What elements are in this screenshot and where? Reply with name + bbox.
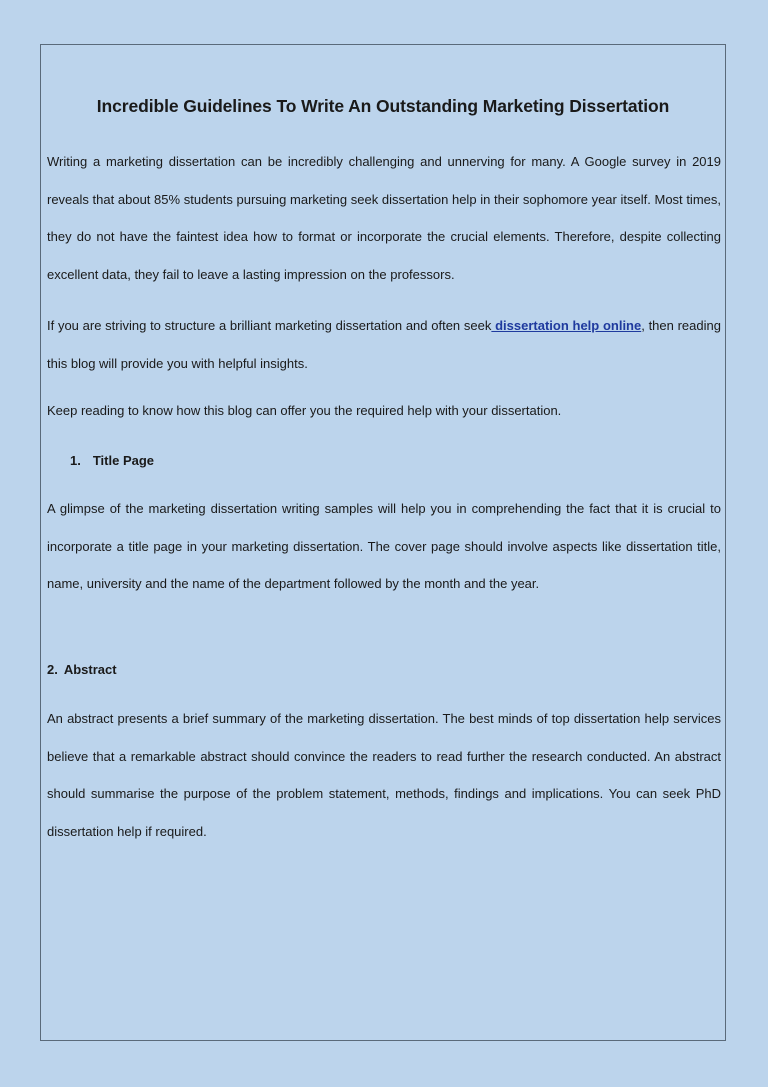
section-1-title: Title Page <box>92 453 155 468</box>
section-1-heading <box>70 451 154 471</box>
second-paragraph-after-link: , then reading this blog will provide you with helpful insights. <box>47 318 721 371</box>
intro-paragraph: Writing a marketing dissertation can be incredibly challenging and unnerving for many. A Google survey in 2019 reveals that about 85% students pursuing marketing seek dissertation help in their sophomore year itself. Most times, they do not have the faintest idea how to format or incorporate the crucial elements. Therefore, despite collecting excellent data, they fail to leave a lasting impression on the professors. <box>47 154 721 282</box>
section-2-body: An abstract presents a brief summary of the marketing dissertation. The best minds of top dissertation help services believe that a remarkable abstract should convince the readers to read further the research conducted. An abstract should summarise the purpose of the problem statement, methods, findings and implications. You can seek PhD dissertation help if required. <box>47 711 721 839</box>
section-2-title: Abstract <box>63 662 117 677</box>
dissertation-help-online-link[interactable]: dissertation help online <box>491 318 642 333</box>
section-2-number: 2. <box>47 662 58 677</box>
section-1-number: 1. <box>70 453 81 468</box>
section-1-body: A glimpse of the marketing dissertation writing samples will help you in comprehending the fact that it is crucial to incorporate a title page in your marketing dissertation. The cover page should involve aspects like dissertation title, name, university and the name of the department followed by the month and the year. <box>47 501 721 591</box>
second-paragraph-before-link: If you are striving to structure a brilliant marketing dissertation and often seek <box>47 318 492 333</box>
section-2-heading <box>47 660 117 680</box>
document-title: Incredible Guidelines To Write An Outstanding Marketing Dissertation <box>96 96 670 116</box>
keep-reading-paragraph: Keep reading to know how this blog can offer you the required help with your dissertation. <box>47 403 562 418</box>
second-paragraph <box>47 307 721 382</box>
